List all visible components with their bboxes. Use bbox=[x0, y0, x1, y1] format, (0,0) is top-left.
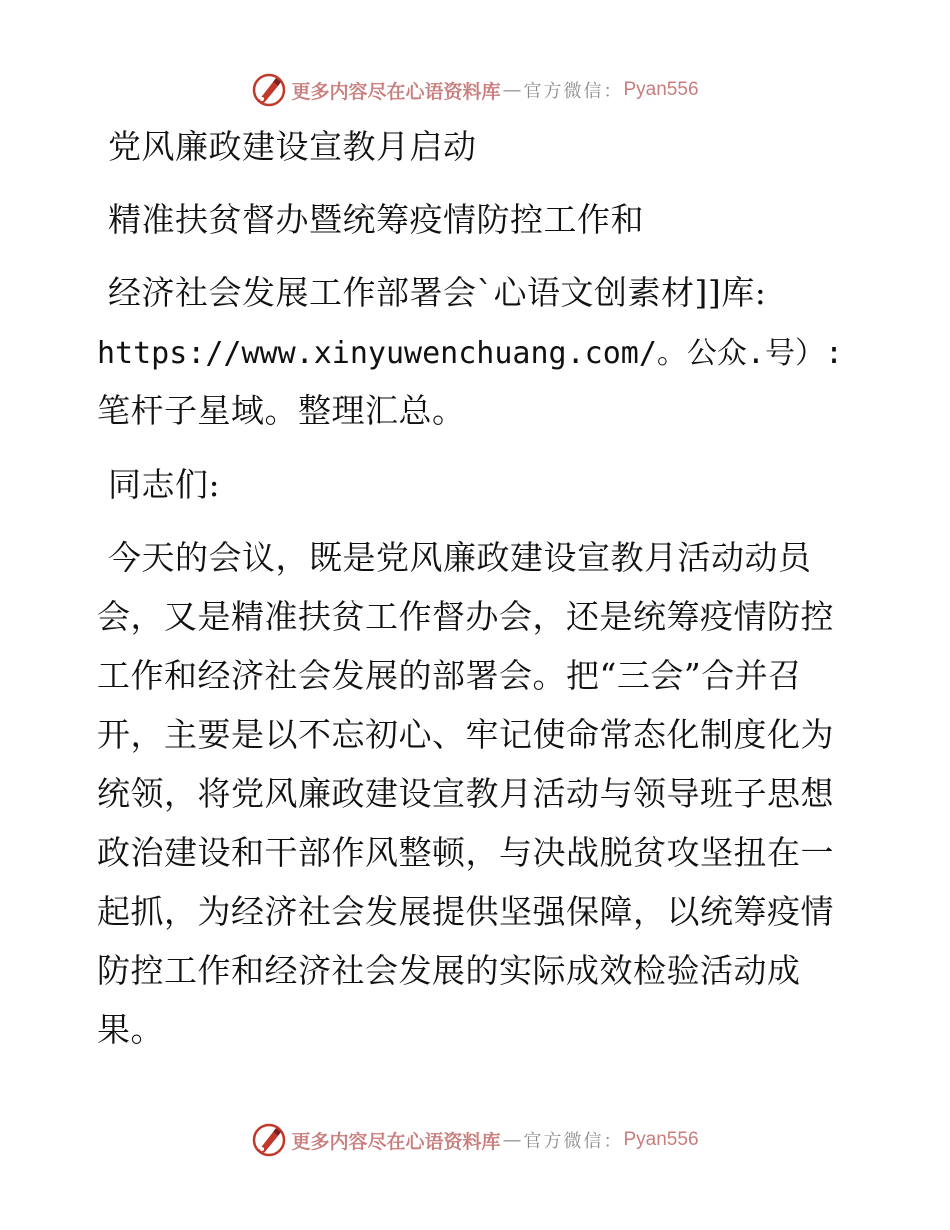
watermark-text: 更多内容尽在心语资料库 bbox=[291, 1130, 501, 1153]
doc-subtitle-line-1: 精准扶贫督办暨统筹疫情防控工作和 bbox=[108, 200, 644, 239]
watermark-wechat-id: Pyan556 bbox=[623, 79, 699, 100]
pen-logo-icon bbox=[251, 72, 287, 108]
doc-title: 党风廉政建设宣教月启动 bbox=[108, 127, 477, 166]
doc-url-line: https://www.xinyuwenchuang.com/。公众.号）: bbox=[97, 336, 844, 371]
doc-source-line: 笔杆子星域。整理汇总。 bbox=[97, 391, 466, 430]
watermark-wechat-id: Pyan556 bbox=[623, 1129, 699, 1150]
watermark-text: 更多内容尽在心语资料库 bbox=[291, 80, 501, 103]
header-watermark bbox=[0, 70, 950, 110]
doc-body-line: 防控工作和经济社会发展的实际成效检验活动成 bbox=[97, 951, 801, 990]
doc-body-line: 开，主要是以不忘初心、牢记使命常态化制度化为 bbox=[97, 715, 834, 754]
watermark-label: 官方微信： bbox=[523, 81, 624, 102]
doc-body-line: 政治建设和干部作风整顿，与决战脱贫攻坚扭在一 bbox=[97, 833, 834, 872]
doc-body-line: 今天的会议，既是党风廉政建设宣教月活动动员 bbox=[108, 538, 812, 577]
doc-body-line: 会，又是精准扶贫工作督办会，还是统筹疫情防控 bbox=[97, 597, 834, 636]
footer-watermark bbox=[0, 1120, 950, 1160]
watermark-dash: — bbox=[502, 79, 522, 101]
watermark-dash: — bbox=[502, 1129, 522, 1151]
doc-body-line: 统领，将党风廉政建设宣教月活动与领导班子思想 bbox=[97, 774, 834, 813]
doc-subtitle-line-2: 经济社会发展工作部署会`心语文创素材]]库: bbox=[108, 273, 767, 312]
doc-body-line: 起抓，为经济社会发展提供坚强保障，以统筹疫情 bbox=[97, 892, 834, 931]
doc-body-line: 果。 bbox=[97, 1010, 164, 1049]
doc-body-line: 工作和经济社会发展的部署会。把“三会”合并召 bbox=[97, 656, 802, 695]
doc-salutation: 同志们: bbox=[108, 465, 221, 504]
watermark-label: 官方微信： bbox=[523, 1131, 624, 1152]
pen-logo-icon bbox=[251, 1122, 287, 1158]
